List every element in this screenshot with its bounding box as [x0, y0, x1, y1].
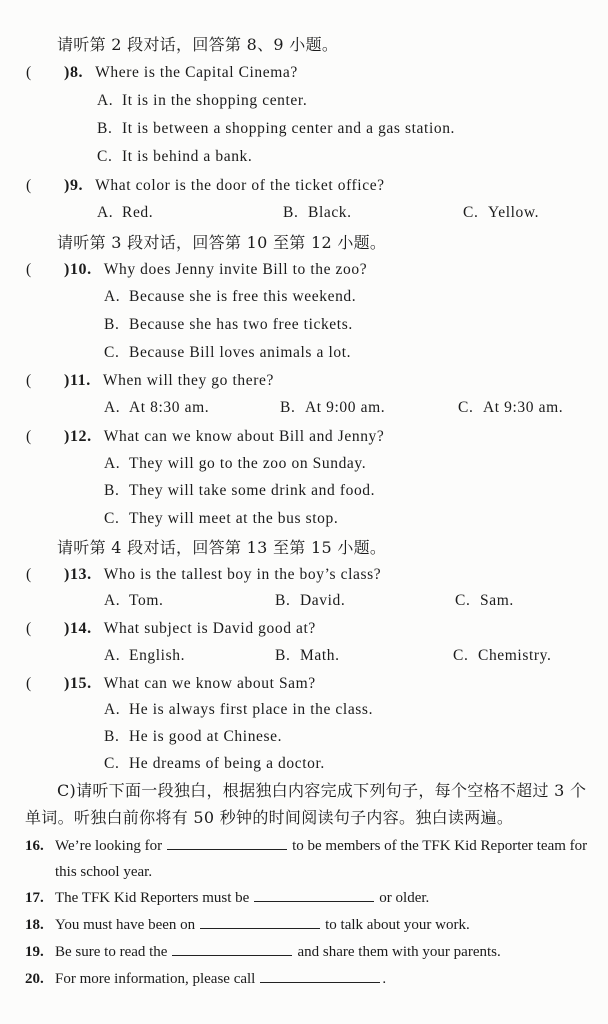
option-b [275, 591, 345, 611]
answer-bracket-open: ( [26, 261, 32, 278]
question-number-label: 9. [69, 177, 84, 194]
item-sentence [55, 885, 603, 911]
option-a [104, 646, 185, 666]
answer-slot[interactable] [34, 428, 62, 446]
sentence-after: to talk about your work. [325, 917, 470, 933]
option-letter: B. [104, 482, 120, 499]
option-a [97, 203, 153, 223]
question-number-label: 13. [69, 566, 92, 583]
question-number [64, 64, 83, 81]
answer-bracket-open: ( [26, 372, 32, 389]
answer-bracket-close: ) [64, 428, 70, 445]
question-head [64, 674, 316, 694]
option-text: At 8:30 am. [129, 399, 210, 416]
item-sentence [55, 833, 603, 885]
question-stem: Why does Jenny invite Bill to the zoo? [103, 261, 368, 278]
option-text: David. [300, 592, 346, 609]
option-c [453, 646, 551, 666]
option-letter: B. [104, 316, 120, 333]
option-letter: C. [463, 204, 479, 221]
option-letter: A. [97, 92, 114, 109]
option-letter: C. [453, 647, 469, 664]
answer-bracket-close: ) [64, 675, 70, 692]
answer-bracket-open: ( [26, 177, 32, 194]
option-text: It is behind a bank. [122, 148, 253, 165]
answer-slot[interactable] [34, 566, 62, 584]
option-letter: A. [104, 288, 121, 305]
answer-bracket-open: ( [26, 566, 32, 583]
option-b [280, 398, 385, 418]
question-number [64, 261, 92, 278]
item-number: 16. [25, 838, 44, 854]
sentence-before: We’re looking for [55, 838, 163, 854]
option-text: It is between a shopping center and a gas station. [122, 120, 456, 137]
answer-bracket-close: ) [64, 261, 70, 278]
option-c [104, 509, 338, 529]
question-stem: What can we know about Bill and Jenny? [103, 428, 385, 445]
sentence-before: You must have been on [55, 917, 196, 933]
option-a [104, 287, 356, 307]
option-c [104, 343, 351, 363]
option-text: They will take some drink and food. [129, 482, 376, 499]
question-head [64, 619, 316, 639]
option-text: English. [129, 647, 186, 664]
answer-slot[interactable] [34, 620, 62, 638]
option-letter: B. [104, 728, 120, 745]
option-text: Because she has two free tickets. [129, 316, 353, 333]
question-number [64, 566, 92, 583]
answer-blank[interactable] [260, 968, 380, 983]
option-text: Sam. [480, 592, 514, 609]
answer-bracket-close: ) [64, 566, 70, 583]
option-letter: A. [104, 701, 121, 718]
question-stem: What subject is David good at? [103, 620, 316, 637]
sentence-before: The TFK Kid Reporters must be [55, 890, 250, 906]
option-b [283, 203, 352, 223]
question-stem: Where is the Capital Cinema? [95, 64, 298, 81]
option-text: He dreams of being a doctor. [129, 755, 325, 772]
question-stem: Who is the tallest boy in the boy’s class? [103, 566, 382, 583]
option-letter: C. [104, 344, 120, 361]
question-head [64, 565, 381, 585]
option-a [104, 454, 366, 474]
instruction-part-2: 请听第 2 段对话，回答第 8、9 小题。 [57, 35, 339, 54]
option-letter: B. [275, 592, 291, 609]
sentence-before: Be sure to read the [55, 944, 168, 960]
option-text: Chemistry. [478, 647, 552, 664]
option-a [104, 591, 163, 611]
instruction-section-c: C)请听下面一段独白，根据独白内容完成下列句子，每个空格不超过 3 个单词。听独白前你将有 50 秒钟的时间阅读句子内容。独白读两遍。 [25, 781, 587, 827]
option-text: He is good at Chinese. [129, 728, 283, 745]
question-stem: What color is the door of the ticket office? [95, 177, 385, 194]
answer-slot[interactable] [34, 372, 62, 390]
item-number: 19. [25, 944, 44, 960]
option-text: He is always first place in the class. [129, 701, 374, 718]
sentence-after: or older. [379, 890, 430, 906]
answer-bracket-open: ( [26, 64, 32, 81]
option-b [104, 481, 375, 501]
option-letter: B. [275, 647, 291, 664]
sentence-after: . [382, 971, 387, 987]
option-letter: A. [104, 592, 121, 609]
question-stem: What can we know about Sam? [103, 675, 316, 692]
option-text: At 9:00 am. [305, 399, 386, 416]
option-letter: B. [280, 399, 296, 416]
question-number-label: 15. [69, 675, 92, 692]
option-letter: B. [283, 204, 299, 221]
question-number [64, 620, 92, 637]
answer-bracket-close: ) [64, 64, 70, 81]
option-letter: C. [455, 592, 471, 609]
option-text: Black. [308, 204, 352, 221]
answer-bracket-open: ( [26, 675, 32, 692]
option-letter: C. [104, 755, 120, 772]
option-letter: C. [97, 148, 113, 165]
question-head [64, 260, 367, 280]
option-text: Yellow. [488, 204, 540, 221]
question-number-label: 14. [69, 620, 92, 637]
item-number: 18. [25, 917, 44, 933]
question-head [64, 176, 385, 196]
option-text: It is in the shopping center. [122, 92, 308, 109]
answer-bracket-close: ) [64, 620, 70, 637]
answer-blank[interactable] [172, 941, 292, 956]
option-text: They will go to the zoo on Sunday. [129, 455, 367, 472]
option-text: Math. [300, 647, 340, 664]
answer-bracket-open: ( [26, 428, 32, 445]
option-c [104, 754, 325, 774]
answer-slot[interactable] [34, 261, 62, 279]
item-number: 17. [25, 890, 44, 906]
option-a [97, 91, 307, 111]
sentence-after: and share them with your parents. [297, 944, 501, 960]
answer-bracket-close: ) [64, 372, 70, 389]
option-text: Red. [122, 204, 154, 221]
option-a [104, 398, 209, 418]
option-letter: A. [104, 455, 121, 472]
question-number [64, 177, 83, 194]
option-b [275, 646, 340, 666]
answer-bracket-open: ( [26, 620, 32, 637]
answer-blank[interactable] [167, 835, 287, 850]
answer-blank[interactable] [200, 914, 320, 929]
question-number-label: 12. [69, 428, 92, 445]
option-text: Because Bill loves animals a lot. [129, 344, 352, 361]
item-sentence [55, 939, 603, 965]
option-letter: B. [97, 120, 113, 137]
answer-blank[interactable] [254, 887, 374, 902]
answer-slot[interactable] [34, 675, 62, 693]
option-b [104, 727, 282, 747]
answer-bracket-close: ) [64, 177, 70, 194]
question-number [64, 675, 92, 692]
instruction-part-4: 请听第 4 段对话，回答第 13 至第 15 小题。 [57, 538, 387, 557]
option-c [458, 398, 563, 418]
option-a [104, 700, 373, 720]
sentence-after: to be members of the TFK Kid Reporter team for this school year. [55, 838, 588, 880]
option-text: They will meet at the bus stop. [129, 510, 339, 527]
option-b [97, 119, 455, 139]
question-stem: When will they go there? [102, 372, 274, 389]
question-head [64, 371, 274, 391]
option-letter: C. [458, 399, 474, 416]
question-number [64, 428, 92, 445]
option-text: Tom. [129, 592, 164, 609]
option-text: At 9:30 am. [483, 399, 564, 416]
question-number-label: 11. [69, 372, 91, 389]
option-c [455, 591, 514, 611]
item-sentence [55, 912, 603, 938]
answer-slot[interactable] [34, 177, 62, 195]
question-number-label: 8. [69, 64, 84, 81]
sentence-before: For more information, please call [55, 971, 256, 987]
instruction-part-3: 请听第 3 段对话，回答第 10 至第 12 小题。 [57, 233, 387, 252]
option-c [97, 147, 252, 167]
item-sentence [55, 966, 603, 992]
question-head [64, 427, 384, 447]
answer-slot[interactable] [34, 64, 62, 82]
item-number: 20. [25, 971, 44, 987]
option-letter: A. [104, 399, 121, 416]
option-text: Because she is free this weekend. [129, 288, 357, 305]
question-number [64, 372, 91, 389]
question-number-label: 10. [69, 261, 92, 278]
question-head [64, 63, 298, 83]
option-letter: A. [104, 647, 121, 664]
option-c [463, 203, 539, 223]
option-letter: A. [97, 204, 114, 221]
option-b [104, 315, 353, 335]
option-letter: C. [104, 510, 120, 527]
